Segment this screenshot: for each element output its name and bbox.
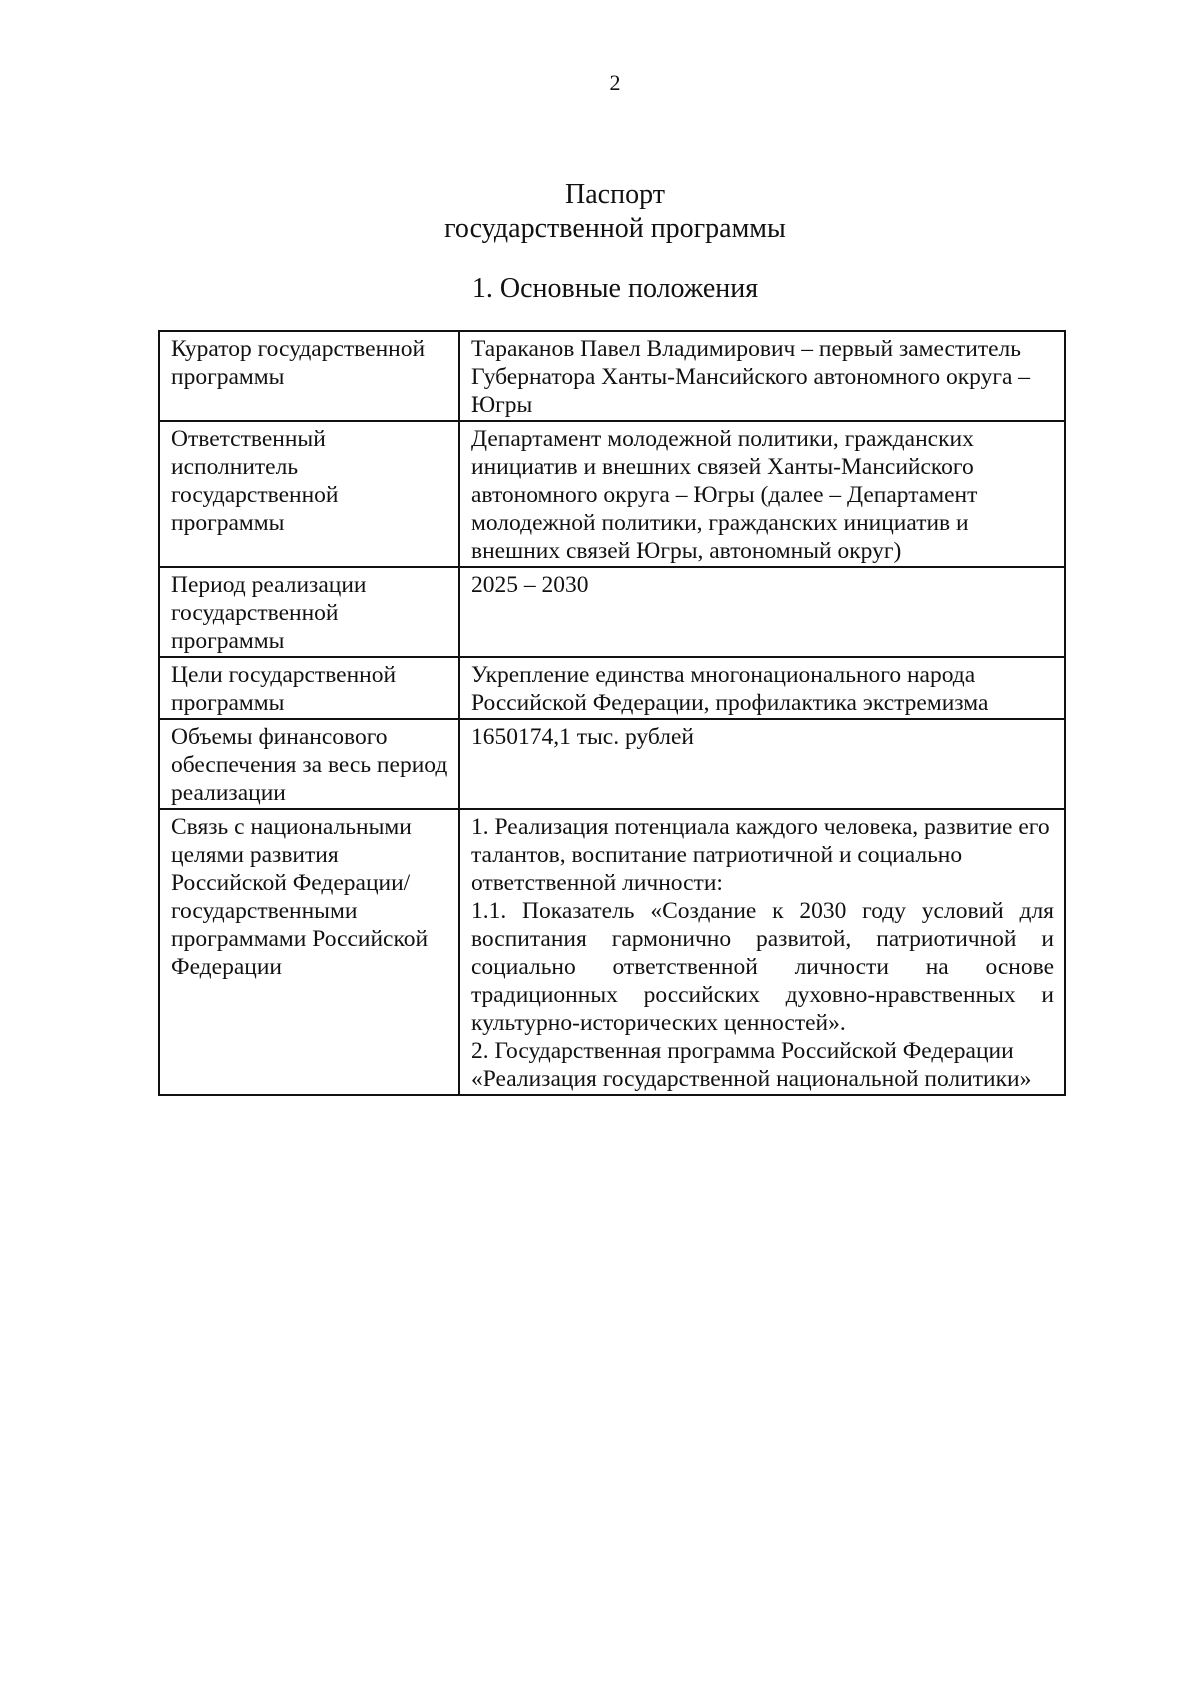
title-line-2: государственной программы: [444, 213, 786, 244]
title-line-1: Паспорт: [565, 179, 665, 210]
value-paragraph: 1.1. Показатель «Создание к 2030 году условий для воспитания гармонично развитой, патриотичной и социально ответственной личности на основе традиционных российских духовно-нравственных и: [471, 898, 1054, 1008]
value-paragraph: 1. Реализация потенциала каждого человека, развитие его талантов, воспитание патриотичной и социально ответственной личности:: [471, 814, 1050, 896]
page-number: 2: [609, 70, 621, 95]
value-paragraph: культурно-исторических ценностей».: [471, 1010, 846, 1036]
table-row: [159, 719, 1065, 809]
value-paragraph: 2. Государственная программа Российской Федерации «Реализация государственной национальной политики»: [471, 1038, 1032, 1092]
row-value: [459, 809, 1065, 1095]
section-heading: 1. Основные положения: [471, 273, 759, 304]
row-label: Ответственный исполнитель государственной программы: [159, 421, 459, 567]
row-label: Связь с национальными целями развития Российской Федерации/ государственными программами Российской Федерации: [159, 809, 459, 1095]
row-value: Укрепление единства многонационального народа Российской Федерации, профилактика экстремизма: [459, 657, 1065, 719]
row-value: Департамент молодежной политики, гражданских инициатив и внешних связей Ханты-Мансийского автономного округа – Югры (далее – Департамент молодежной политики, гражданских инициатив и внешних связей Югры, автономный округ): [459, 421, 1065, 567]
document-title: [0, 178, 1200, 246]
row-label: Цели государственной программы: [159, 657, 459, 719]
table-row: [159, 809, 1065, 1095]
row-label: Период реализации государственной программы: [159, 567, 459, 657]
row-label: Куратор государственной программы: [159, 331, 459, 421]
table-row: [159, 421, 1065, 567]
passport-table: [158, 330, 1066, 1096]
row-value: Тараканов Павел Владимирович – первый заместитель Губернатора Ханты-Мансийского автономного округа – Югры: [459, 331, 1065, 421]
table-row: [159, 331, 1065, 421]
row-label: Объемы финансового обеспечения за весь период реализации: [159, 719, 459, 809]
row-value: 2025 – 2030: [459, 567, 1065, 657]
table-row: [159, 657, 1065, 719]
row-value: 1650174,1 тыс. рублей: [459, 719, 1065, 809]
table-row: [159, 567, 1065, 657]
